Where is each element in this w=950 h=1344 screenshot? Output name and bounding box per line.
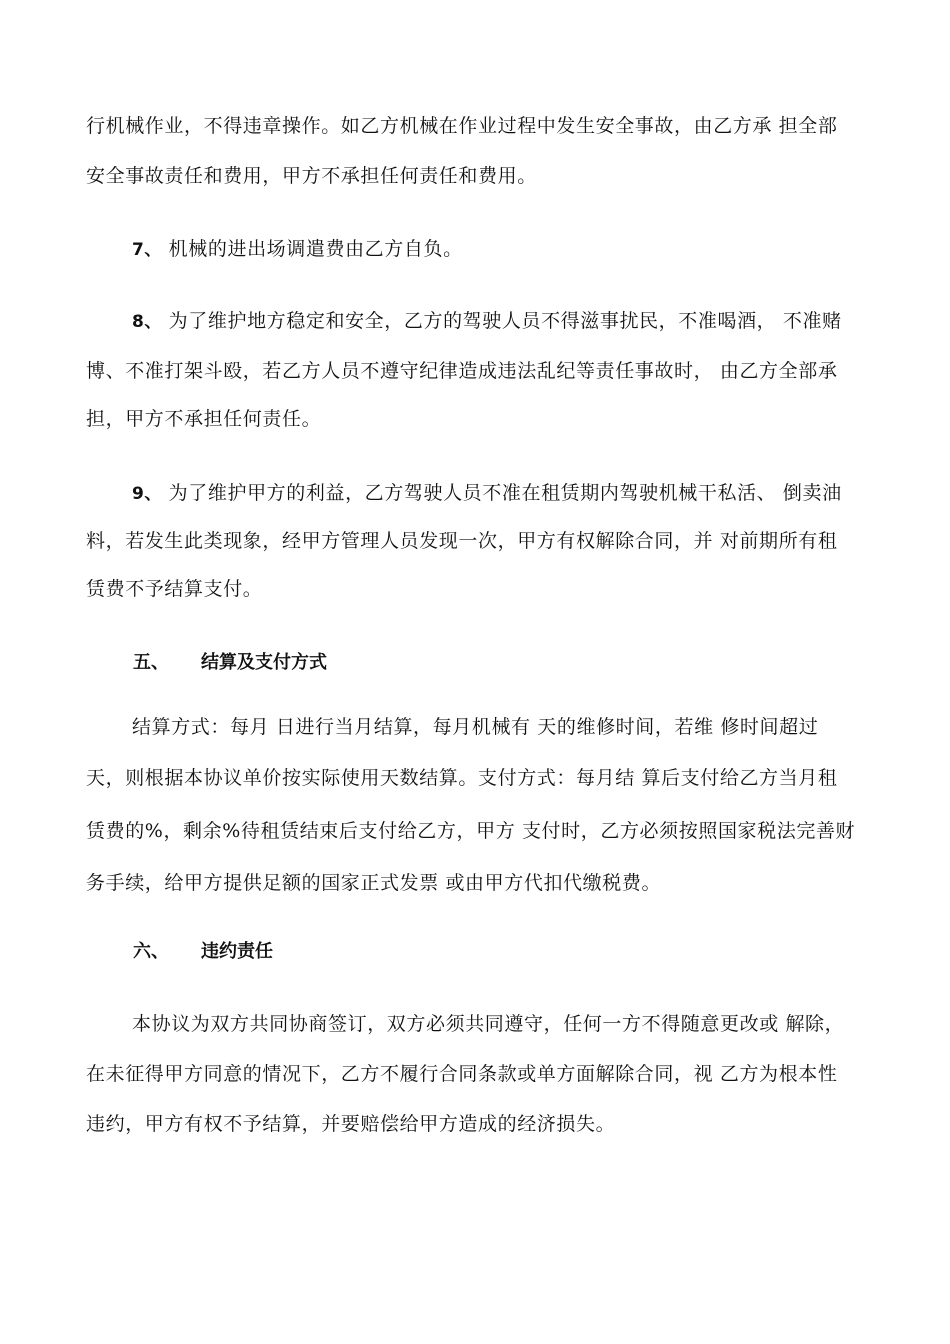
section-6-number: 六、	[133, 941, 169, 962]
section-5-title: 结算及支付方式	[201, 652, 327, 673]
para-6-line-2: 安全事故责任和费用，甲方不承担任何责任和费用。	[86, 165, 537, 187]
clause-8-line-1	[132, 307, 886, 336]
clause-9-line-3: 赁费不予结算支付。	[86, 578, 263, 600]
breach-line-1: 本协议为双方共同协商签订，双方必须共同遵守，任何一方不得随意更改或 解除，	[132, 1013, 845, 1035]
clause-7-number: 7、	[132, 240, 163, 260]
clause-8-number: 8、	[132, 312, 163, 332]
clause-9-text-1: 为了维护甲方的利益，乙方驾驶人员不准在租赁期内驾驶机械干私活、 倒卖油	[162, 482, 842, 504]
section-6-heading	[133, 938, 273, 966]
section-5-number: 五、	[133, 652, 169, 673]
settlement-line-2: 天，则根据本协议单价按实际使用天数结算。支付方式：每月结 算后支付给乙方当月租	[86, 767, 838, 789]
clause-7-text: 机械的进出场调遣费由乙方自负。	[162, 238, 463, 260]
breach-line-2: 在未征得甲方同意的情况下，乙方不履行合同条款或单方面解除合同，视 乙方为根本性	[86, 1063, 838, 1085]
clause-8-line-2: 博、不准打架斗殴，若乙方人员不遵守纪律造成违法乱纪等责任事故时， 由乙方全部承	[86, 360, 838, 382]
clause-8-text-1: 为了维护地方稳定和安全，乙方的驾驶人员不得滋事扰民，不准喝酒， 不准赌	[162, 310, 842, 332]
clause-9-number: 9、	[132, 484, 163, 504]
clause-9-line-2: 料，若发生此类现象，经甲方管理人员发现一次，甲方有权解除合同，并 对前期所有租	[86, 530, 838, 552]
clause-7	[132, 235, 886, 264]
settlement-line-1: 结算方式：每月 日进行当月结算，每月机械有 天的维修时间，若维 修时间超过	[132, 716, 819, 738]
section-6-title: 违约责任	[201, 941, 273, 962]
settlement-line-4: 务手续，给甲方提供足额的国家正式发票 或由甲方代扣代缴税费。	[86, 872, 662, 894]
section-5-heading	[133, 649, 327, 677]
clause-8-line-3: 担，甲方不承担任何责任。	[86, 408, 322, 430]
settlement-line-3: 赁费的%，剩余%待租赁结束后支付给乙方，甲方 支付时，乙方必须按照国家税法完善财	[86, 820, 856, 842]
breach-line-3: 违约，甲方有权不予结算，并要赔偿给甲方造成的经济损失。	[86, 1113, 616, 1135]
clause-9-line-1	[132, 479, 886, 508]
para-6-line-1: 行机械作业，不得违章操作。如乙方机械在作业过程中发生安全事故，由乙方承 担全部	[86, 115, 838, 137]
